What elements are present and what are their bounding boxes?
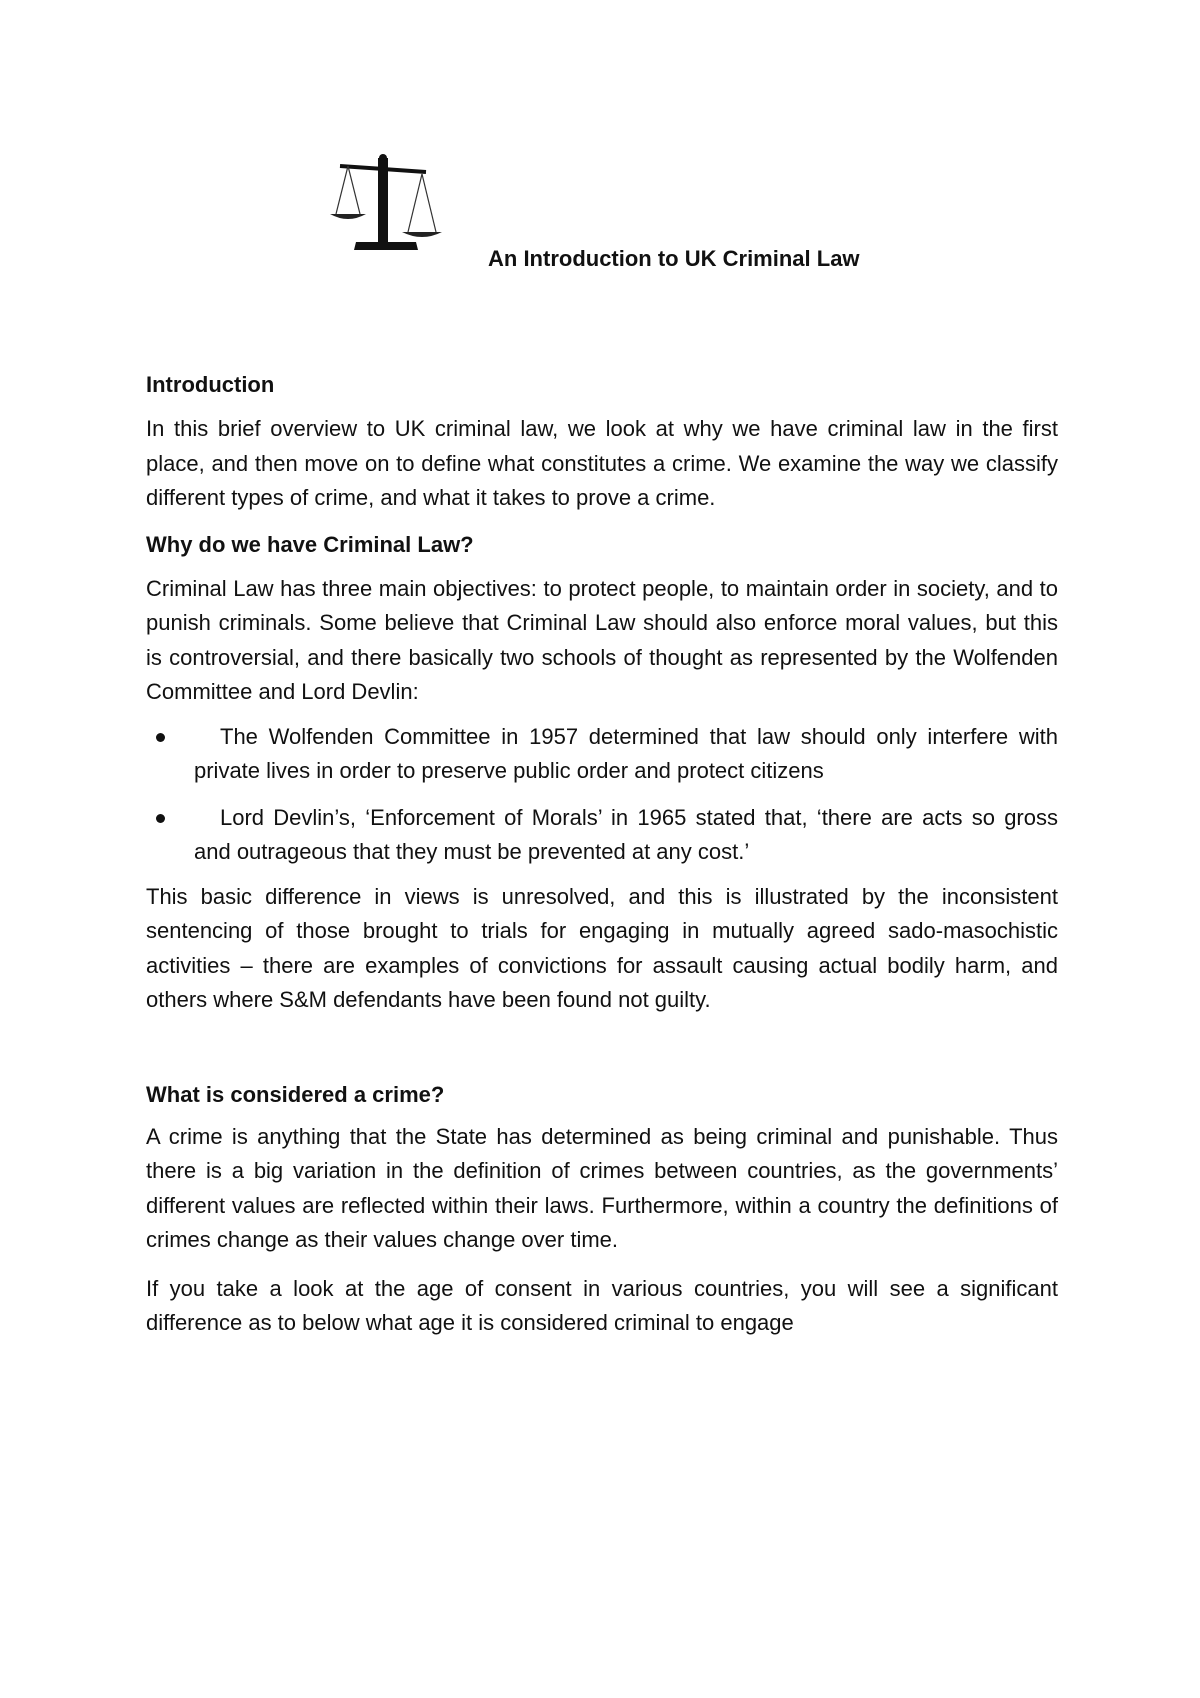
bullet-icon xyxy=(156,814,165,823)
what-paragraph-2: If you take a look at the age of consent in various countries, you will see a significant difference as to below what age it is considered criminal to engage xyxy=(146,1275,1058,1335)
document-body xyxy=(146,370,1058,1341)
bullet-text: Lord Devlin’s, ‘Enforcement of Morals’ in 1965 stated that, ‘there are acts so gross and outrageous that they must be prevented at any cost.’ xyxy=(194,804,1058,864)
bullet-list xyxy=(146,720,1058,870)
bullet-icon xyxy=(156,733,165,742)
scales-of-justice-icon xyxy=(326,150,450,258)
why-paragraph-1: Criminal Law has three main objectives: to protect people, to maintain order in society, and to punish criminals. Some believe that Criminal Law should also enforce moral values, but this is controversial, and there basically two schools of thought as represented by the Wolfenden Committee and Lord Devlin: xyxy=(146,575,1058,704)
why-paragraph-2: This basic difference in views is unresolved, and this is illustrated by the inconsistent sentencing of those brought to trials for engaging in mutually agreed sado-masochistic activities – there are examples of convictions for assault causing actual bodily harm, and others where S&M defendants have been found not guilty. xyxy=(146,883,1058,1012)
bullet-text: The Wolfenden Committee in 1957 determined that law should only interfere with private lives in order to preserve public order and protect citizens xyxy=(194,723,1058,783)
document-title: An Introduction to UK Criminal Law xyxy=(488,246,860,271)
section-heading-why: Why do we have Criminal Law? xyxy=(146,531,474,557)
list-item xyxy=(146,801,1058,870)
section-heading-introduction: Introduction xyxy=(146,372,275,397)
intro-paragraph: In this brief overview to UK criminal law, we look at why we have criminal law in the first place, and then move on to define what constitutes a crime. We examine the way we classify different types of crime, and what it takes to prove a crime. xyxy=(146,416,1058,510)
list-item xyxy=(146,720,1058,789)
section-heading-what: What is considered a crime? xyxy=(146,1081,445,1107)
what-paragraph-1: A crime is anything that the State has determined as being criminal and punishable. Thus there is a big variation in the definition of crimes between countries, as the governments’ different values are reflected within their laws. Furthermore, within a country the definitions of crimes change as their values change over time. xyxy=(146,1123,1058,1252)
